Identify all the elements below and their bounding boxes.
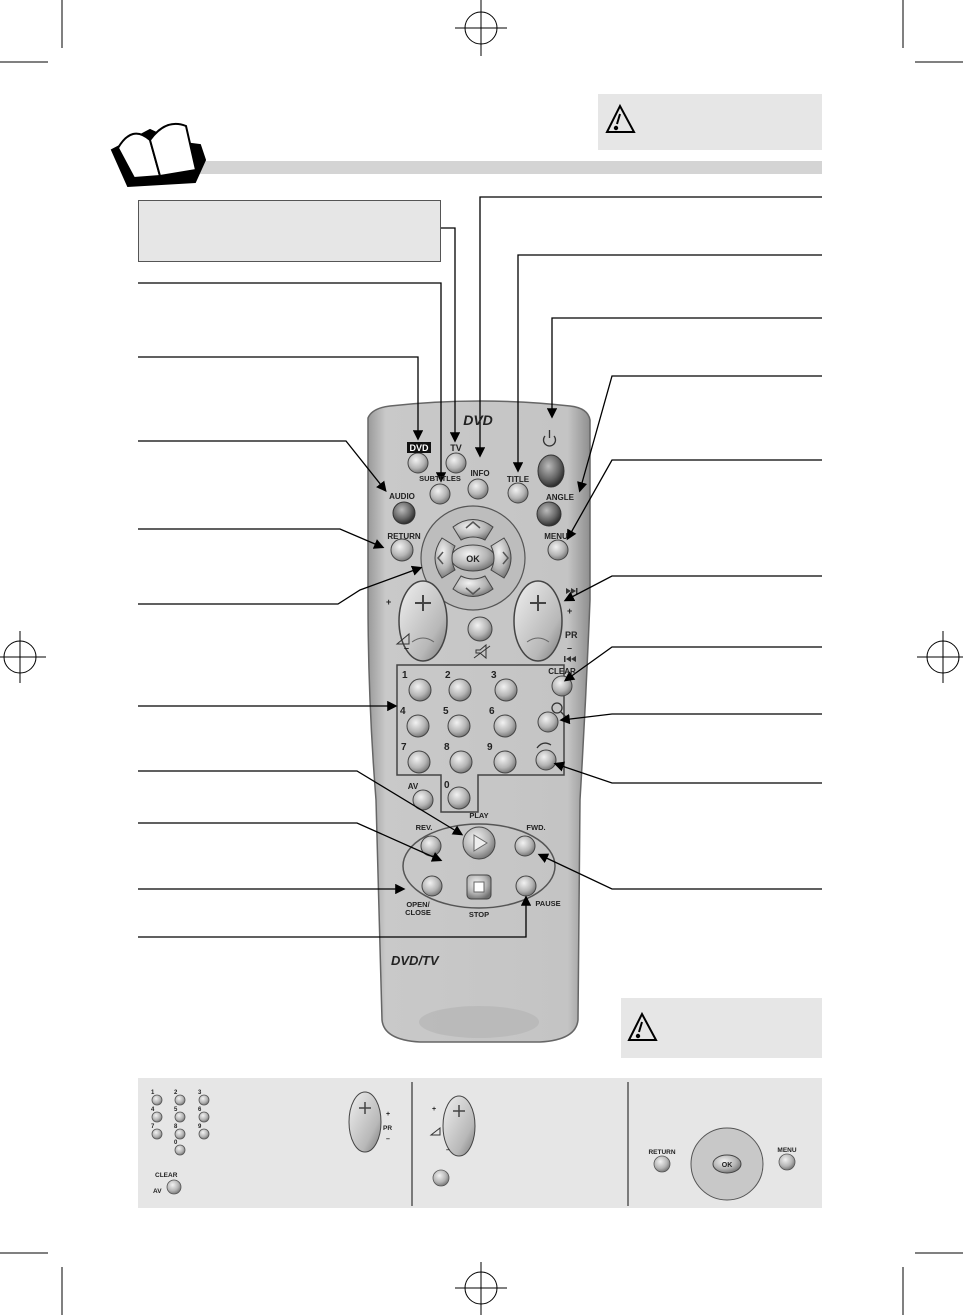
btn-subtitles-label: SUBTITLES [419, 474, 461, 483]
bottom-pr-minus: – [386, 1136, 390, 1143]
bottom-digit-1: 1 [151, 1090, 155, 1096]
dvd-logo: DVD [463, 412, 493, 428]
btn-av-label: AV [407, 782, 419, 791]
btn-return-label: RETURN [387, 532, 421, 541]
bottom-digit-3: 3 [198, 1090, 202, 1096]
bottom-digit-8: 8 [174, 1124, 178, 1130]
bottom-digit-5: 5 [174, 1107, 178, 1113]
btn-rev-label: REV. [415, 823, 433, 832]
btn-title-label: TITLE [506, 475, 530, 484]
bottom-vol-minus: – [446, 1147, 450, 1154]
warning-icon [607, 106, 656, 1040]
digit-1: 1 [402, 670, 408, 681]
digit-2: 2 [445, 670, 451, 681]
digit-3: 3 [491, 670, 497, 681]
digit-0: 0 [444, 780, 450, 791]
book-icon [112, 124, 205, 186]
btn-pause-label: PAUSE [535, 899, 561, 908]
pr-label: PR [565, 630, 578, 640]
btn-tv-label: TV [450, 443, 462, 453]
btn-dvd-label: DVD [409, 443, 429, 453]
bottom-ok-label: OK [721, 1162, 733, 1169]
digit-5: 5 [443, 706, 449, 717]
digit-9: 9 [487, 742, 493, 753]
bottom-av-label: AV [153, 1188, 162, 1195]
digit-7: 7 [401, 742, 407, 753]
btn-stop-label: STOP [468, 910, 490, 919]
bottom-digit-4: 4 [151, 1107, 155, 1113]
btn-open-label-2: CLOSE [405, 908, 431, 917]
vol-minus-label: – [404, 643, 410, 653]
btn-audio-label: AUDIO [389, 492, 415, 501]
btn-menu-label: MENU [544, 532, 568, 541]
btn-info-label: INFO [470, 469, 490, 478]
btn-ok-label: OK [466, 554, 480, 564]
btn-open-label-1: OPEN/ [406, 900, 430, 909]
bottom-menu-label: MENU [777, 1147, 797, 1154]
digit-8: 8 [444, 742, 450, 753]
bottom-digit-2: 2 [174, 1090, 178, 1096]
bottom-digit-0: 0 [174, 1140, 178, 1146]
model-label: DVD/TV [391, 953, 439, 968]
bottom-return-label: RETURN [648, 1149, 676, 1156]
btn-play-label: PLAY [469, 811, 489, 820]
bottom-digit-7: 7 [151, 1124, 155, 1130]
bottom-vol-plus: + [432, 1106, 437, 1113]
digit-6: 6 [489, 706, 495, 717]
btn-angle-label: ANGLE [546, 493, 574, 502]
bottom-pr-plus: + [386, 1111, 391, 1118]
bottom-clear-label: CLEAR [155, 1172, 178, 1179]
digit-4: 4 [400, 706, 406, 717]
bottom-pr-label: PR [383, 1125, 393, 1132]
btn-clear-label: CLEAR [548, 667, 576, 676]
bottom-digit-6: 6 [198, 1107, 202, 1113]
pr-plus-label: + [567, 606, 573, 616]
vol-plus-label: + [386, 597, 392, 607]
pr-minus-label: – [567, 643, 573, 653]
btn-fwd-label: FWD. [526, 823, 546, 832]
bottom-digit-9: 9 [198, 1124, 202, 1130]
